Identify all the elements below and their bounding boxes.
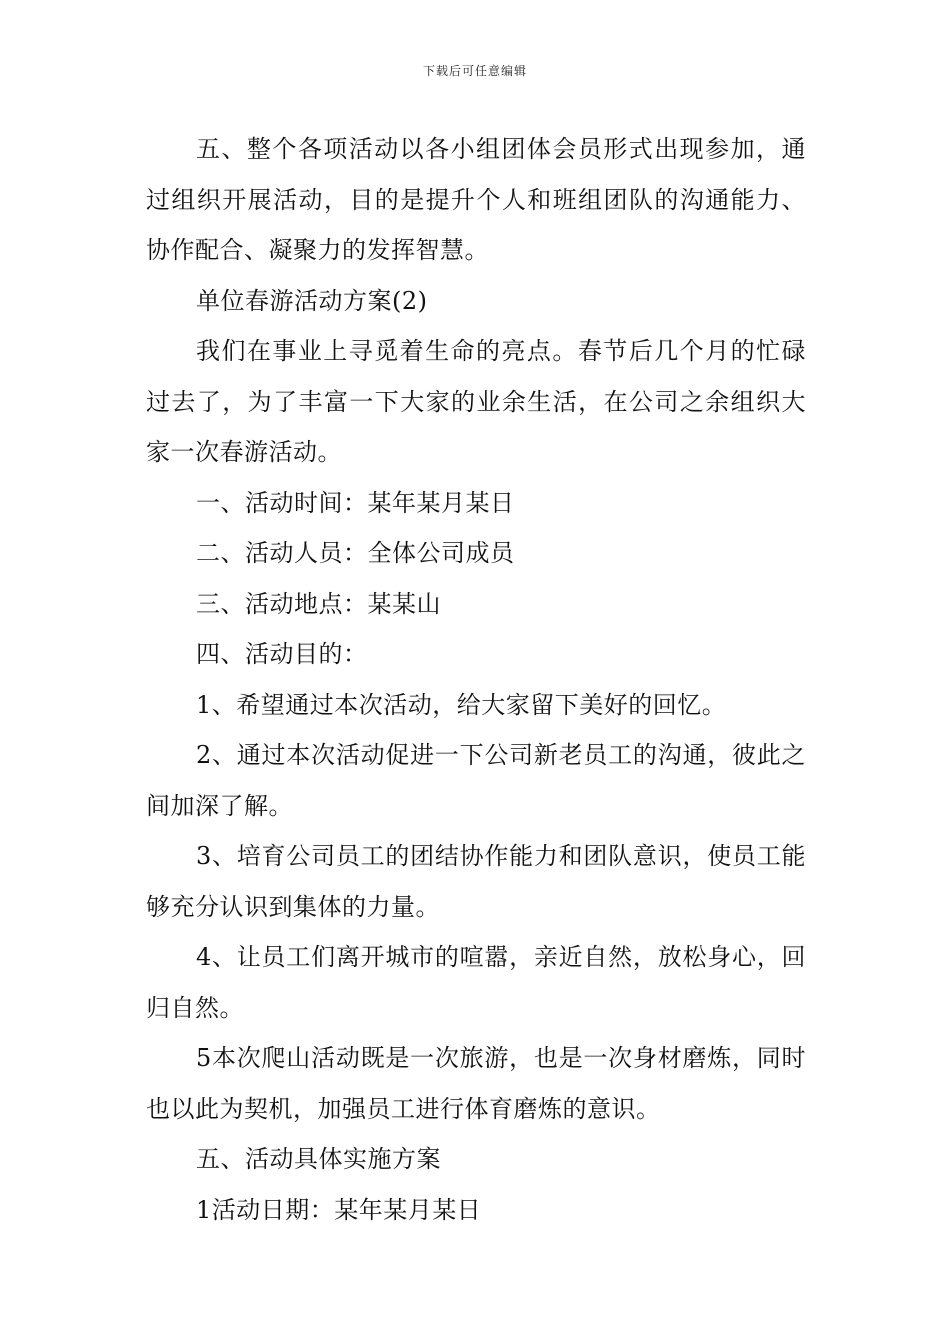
page-header-note: 下载后可任意编辑: [422, 64, 527, 78]
intro-paragraph: 我们在事业上寻觅着生命的亮点。春节后几个月的忙碌过去了，为了丰富一下大家的业余生活，在公司之余组织大家一次春游活动。: [146, 337, 806, 466]
implementation-date: 1活动日期：某年某月某日: [196, 1195, 482, 1224]
implementation-heading: 五、活动具体实施方案: [196, 1145, 441, 1173]
section-title: 单位春游活动方案(2): [196, 286, 428, 315]
activity-time: 一、活动时间：某年某月某日: [196, 488, 515, 517]
paragraph-item-5-summary: 五、整个各项活动以各小组团体会员形式出现参加，通过组织开展活动，目的是提升个人和班组团队的沟通能力、协作配合、凝聚力的发挥智慧。: [146, 135, 806, 264]
activity-purpose-heading: 四、活动目的：: [196, 640, 368, 668]
purpose-item-4: 4、让员工们离开城市的喧嚣，亲近自然，放松身心，回归自然。: [146, 943, 806, 1022]
document-body: [146, 124, 806, 1235]
purpose-item-1: 1、希望通过本次活动，给大家留下美好的回忆。: [196, 690, 727, 719]
purpose-item-3: 3、培育公司员工的团结协作能力和团队意识，使员工能够充分认识到集体的力量。: [146, 842, 806, 921]
activity-location: 三、活动地点：某某山: [196, 589, 441, 618]
purpose-item-2: 2、通过本次活动促进一下公司新老员工的沟通，彼此之间加深了解。: [146, 741, 806, 820]
activity-participants: 二、活动人员：全体公司成员: [196, 539, 515, 567]
purpose-item-5: 5本次爬山活动既是一次旅游，也是一次身材磨炼，同时也以此为契机，加强员工进行体育磨炼的意识。: [146, 1044, 806, 1123]
